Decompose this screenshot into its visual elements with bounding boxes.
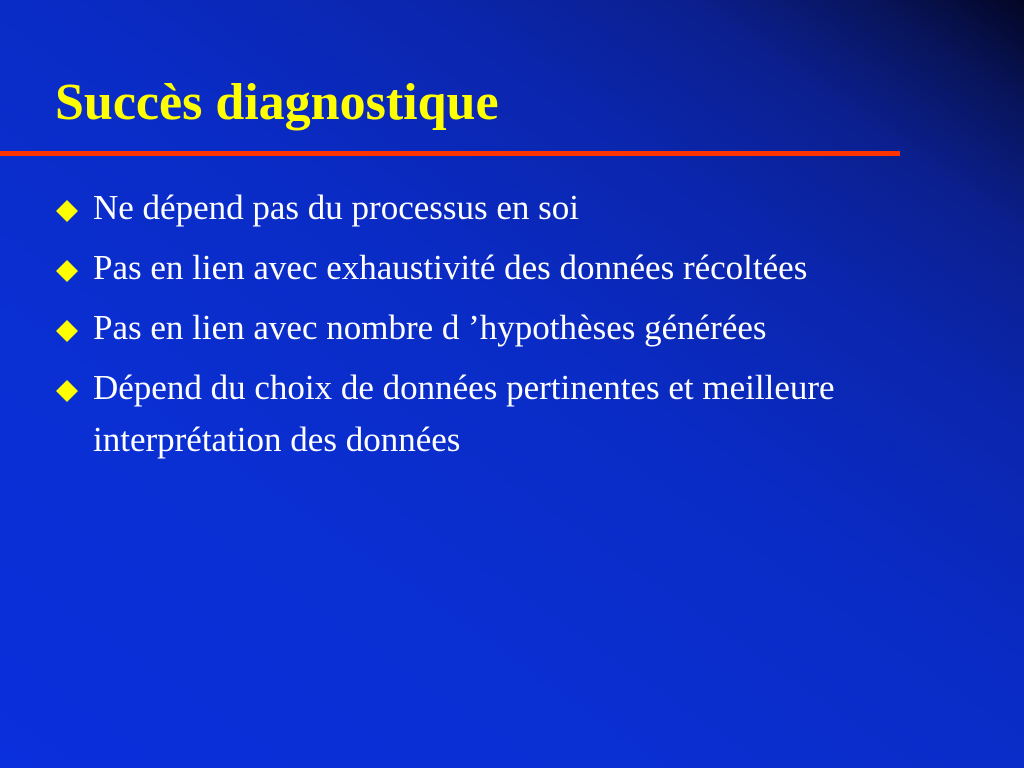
bullet-text: Ne dépend pas du processus en soi (93, 188, 580, 227)
slide-title: Succès diagnostique (55, 74, 499, 131)
bullet-item (55, 182, 985, 234)
bullet-list (55, 182, 985, 474)
diamond-icon (55, 259, 79, 283)
title-underline (0, 151, 900, 156)
diamond-icon (55, 199, 79, 223)
bullet-item (55, 362, 985, 466)
diamond-icon (55, 319, 79, 343)
bullet-item (55, 302, 985, 354)
bullet-text: Dépend du choix de données pertinentes et meilleure interprétation des données (93, 368, 835, 459)
bullet-text: Pas en lien avec exhaustivité des données récoltées (93, 248, 808, 287)
bullet-text: Pas en lien avec nombre d ’hypothèses générées (93, 308, 767, 347)
bullet-item (55, 242, 985, 294)
diamond-icon (55, 379, 79, 403)
